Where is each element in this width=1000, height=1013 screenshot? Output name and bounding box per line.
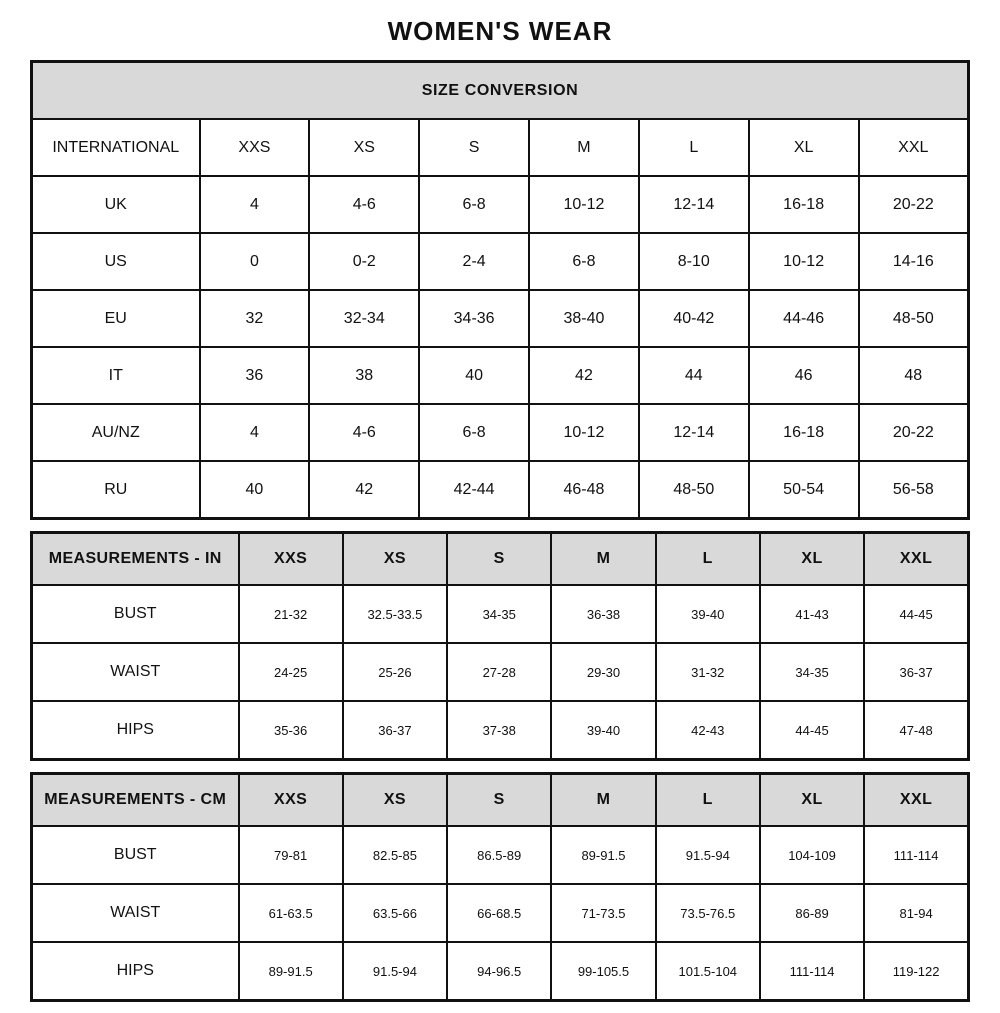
cell-value: 6-8 (419, 176, 529, 233)
column-header: M (551, 774, 655, 827)
cell-value: 4 (200, 404, 310, 461)
table-row (32, 233, 969, 290)
table-banner: SIZE CONVERSION (32, 62, 969, 120)
cell-value: 73.5-76.5 (656, 884, 760, 942)
cell-value: 39-40 (656, 585, 760, 643)
measurements-cm-table (30, 772, 970, 1002)
cell-value: 8-10 (639, 233, 749, 290)
column-header: S (419, 119, 529, 176)
cell-value: 21-32 (239, 585, 343, 643)
cell-value: 99-105.5 (551, 942, 655, 1001)
cell-value: 34-35 (447, 585, 551, 643)
cell-value: 91.5-94 (656, 826, 760, 884)
cell-value: 16-18 (749, 176, 859, 233)
table-row (32, 942, 969, 1001)
cell-value: 24-25 (239, 643, 343, 701)
cell-value: 82.5-85 (343, 826, 447, 884)
row-label: BUST (32, 826, 239, 884)
table-row (32, 461, 969, 519)
column-header: XXS (200, 119, 310, 176)
cell-value: 86.5-89 (447, 826, 551, 884)
row-label: HIPS (32, 942, 239, 1001)
cell-value: 6-8 (529, 233, 639, 290)
cell-value: 40 (200, 461, 310, 519)
cell-value: 0 (200, 233, 310, 290)
cell-value: 101.5-104 (656, 942, 760, 1001)
row-label: RU (32, 461, 200, 519)
cell-value: 34-36 (419, 290, 529, 347)
table-row (32, 826, 969, 884)
cell-value: 42-44 (419, 461, 529, 519)
cell-value: 48 (859, 347, 969, 404)
cell-value: 48-50 (859, 290, 969, 347)
column-header: XXL (864, 533, 968, 586)
tables-container (30, 60, 970, 1002)
cell-value: 20-22 (859, 404, 969, 461)
cell-value: 63.5-66 (343, 884, 447, 942)
cell-value: 6-8 (419, 404, 529, 461)
cell-value: 10-12 (529, 176, 639, 233)
column-header: S (447, 533, 551, 586)
cell-value: 94-96.5 (447, 942, 551, 1001)
column-header: XXS (239, 774, 343, 827)
cell-value: 50-54 (749, 461, 859, 519)
row-label: HIPS (32, 701, 239, 760)
cell-value: 71-73.5 (551, 884, 655, 942)
cell-value: 27-28 (447, 643, 551, 701)
cell-value: 42 (529, 347, 639, 404)
cell-value: 56-58 (859, 461, 969, 519)
cell-value: 42-43 (656, 701, 760, 760)
cell-value: 35-36 (239, 701, 343, 760)
column-header: XL (760, 774, 864, 827)
row-label: IT (32, 347, 200, 404)
cell-value: 25-26 (343, 643, 447, 701)
cell-value: 104-109 (760, 826, 864, 884)
cell-value: 36 (200, 347, 310, 404)
cell-value: 36-38 (551, 585, 655, 643)
cell-value: 111-114 (760, 942, 864, 1001)
cell-value: 12-14 (639, 176, 749, 233)
cell-value: 14-16 (859, 233, 969, 290)
cell-value: 38 (309, 347, 419, 404)
column-header: XS (343, 774, 447, 827)
column-header-row (32, 119, 969, 176)
cell-value: 34-35 (760, 643, 864, 701)
cell-value: 44-46 (749, 290, 859, 347)
table-row (32, 701, 969, 760)
cell-value: 89-91.5 (239, 942, 343, 1001)
column-header: L (639, 119, 749, 176)
cell-value: 4 (200, 176, 310, 233)
cell-value: 32-34 (309, 290, 419, 347)
cell-value: 91.5-94 (343, 942, 447, 1001)
column-header: XXS (239, 533, 343, 586)
table-row (32, 404, 969, 461)
table-row (32, 347, 969, 404)
row-label: BUST (32, 585, 239, 643)
column-header-label: MEASUREMENTS - IN (32, 533, 239, 586)
column-header: L (656, 533, 760, 586)
cell-value: 40-42 (639, 290, 749, 347)
row-label: WAIST (32, 884, 239, 942)
cell-value: 47-48 (864, 701, 968, 760)
cell-value: 36-37 (864, 643, 968, 701)
cell-value: 44 (639, 347, 749, 404)
cell-value: 66-68.5 (447, 884, 551, 942)
cell-value: 86-89 (760, 884, 864, 942)
size-chart-page (0, 16, 1000, 1002)
column-header: XXL (859, 119, 969, 176)
column-header: XL (749, 119, 859, 176)
cell-value: 4-6 (309, 176, 419, 233)
row-label: AU/NZ (32, 404, 200, 461)
column-header: XS (309, 119, 419, 176)
cell-value: 40 (419, 347, 529, 404)
cell-value: 37-38 (447, 701, 551, 760)
cell-value: 89-91.5 (551, 826, 655, 884)
column-header: M (529, 119, 639, 176)
cell-value: 61-63.5 (239, 884, 343, 942)
cell-value: 16-18 (749, 404, 859, 461)
cell-value: 79-81 (239, 826, 343, 884)
column-header: XXL (864, 774, 968, 827)
cell-value: 42 (309, 461, 419, 519)
cell-value: 29-30 (551, 643, 655, 701)
row-label: EU (32, 290, 200, 347)
column-header-row (32, 774, 969, 827)
row-label: US (32, 233, 200, 290)
measurements-in-table (30, 531, 970, 761)
table-row (32, 176, 969, 233)
cell-value: 32 (200, 290, 310, 347)
cell-value: 12-14 (639, 404, 749, 461)
page-title: WOMEN'S WEAR (387, 16, 613, 46)
column-header-label: MEASUREMENTS - CM (32, 774, 239, 827)
column-header: XS (343, 533, 447, 586)
cell-value: 36-37 (343, 701, 447, 760)
table-row (32, 585, 969, 643)
cell-value: 46 (749, 347, 859, 404)
table-row (32, 290, 969, 347)
cell-value: 31-32 (656, 643, 760, 701)
cell-value: 32.5-33.5 (343, 585, 447, 643)
row-label: WAIST (32, 643, 239, 701)
cell-value: 48-50 (639, 461, 749, 519)
cell-value: 10-12 (529, 404, 639, 461)
cell-value: 2-4 (419, 233, 529, 290)
cell-value: 39-40 (551, 701, 655, 760)
column-header-row (32, 533, 969, 586)
cell-value: 10-12 (749, 233, 859, 290)
cell-value: 119-122 (864, 942, 968, 1001)
cell-value: 44-45 (760, 701, 864, 760)
cell-value: 46-48 (529, 461, 639, 519)
cell-value: 0-2 (309, 233, 419, 290)
cell-value: 81-94 (864, 884, 968, 942)
column-header-label: INTERNATIONAL (32, 119, 200, 176)
cell-value: 4-6 (309, 404, 419, 461)
cell-value: 20-22 (859, 176, 969, 233)
row-label: UK (32, 176, 200, 233)
cell-value: 111-114 (864, 826, 968, 884)
size-conversion-table (30, 60, 970, 520)
table-row (32, 884, 969, 942)
column-header: S (447, 774, 551, 827)
cell-value: 41-43 (760, 585, 864, 643)
table-banner-row (32, 62, 969, 120)
table-row (32, 643, 969, 701)
cell-value: 44-45 (864, 585, 968, 643)
column-header: L (656, 774, 760, 827)
column-header: M (551, 533, 655, 586)
column-header: XL (760, 533, 864, 586)
cell-value: 38-40 (529, 290, 639, 347)
